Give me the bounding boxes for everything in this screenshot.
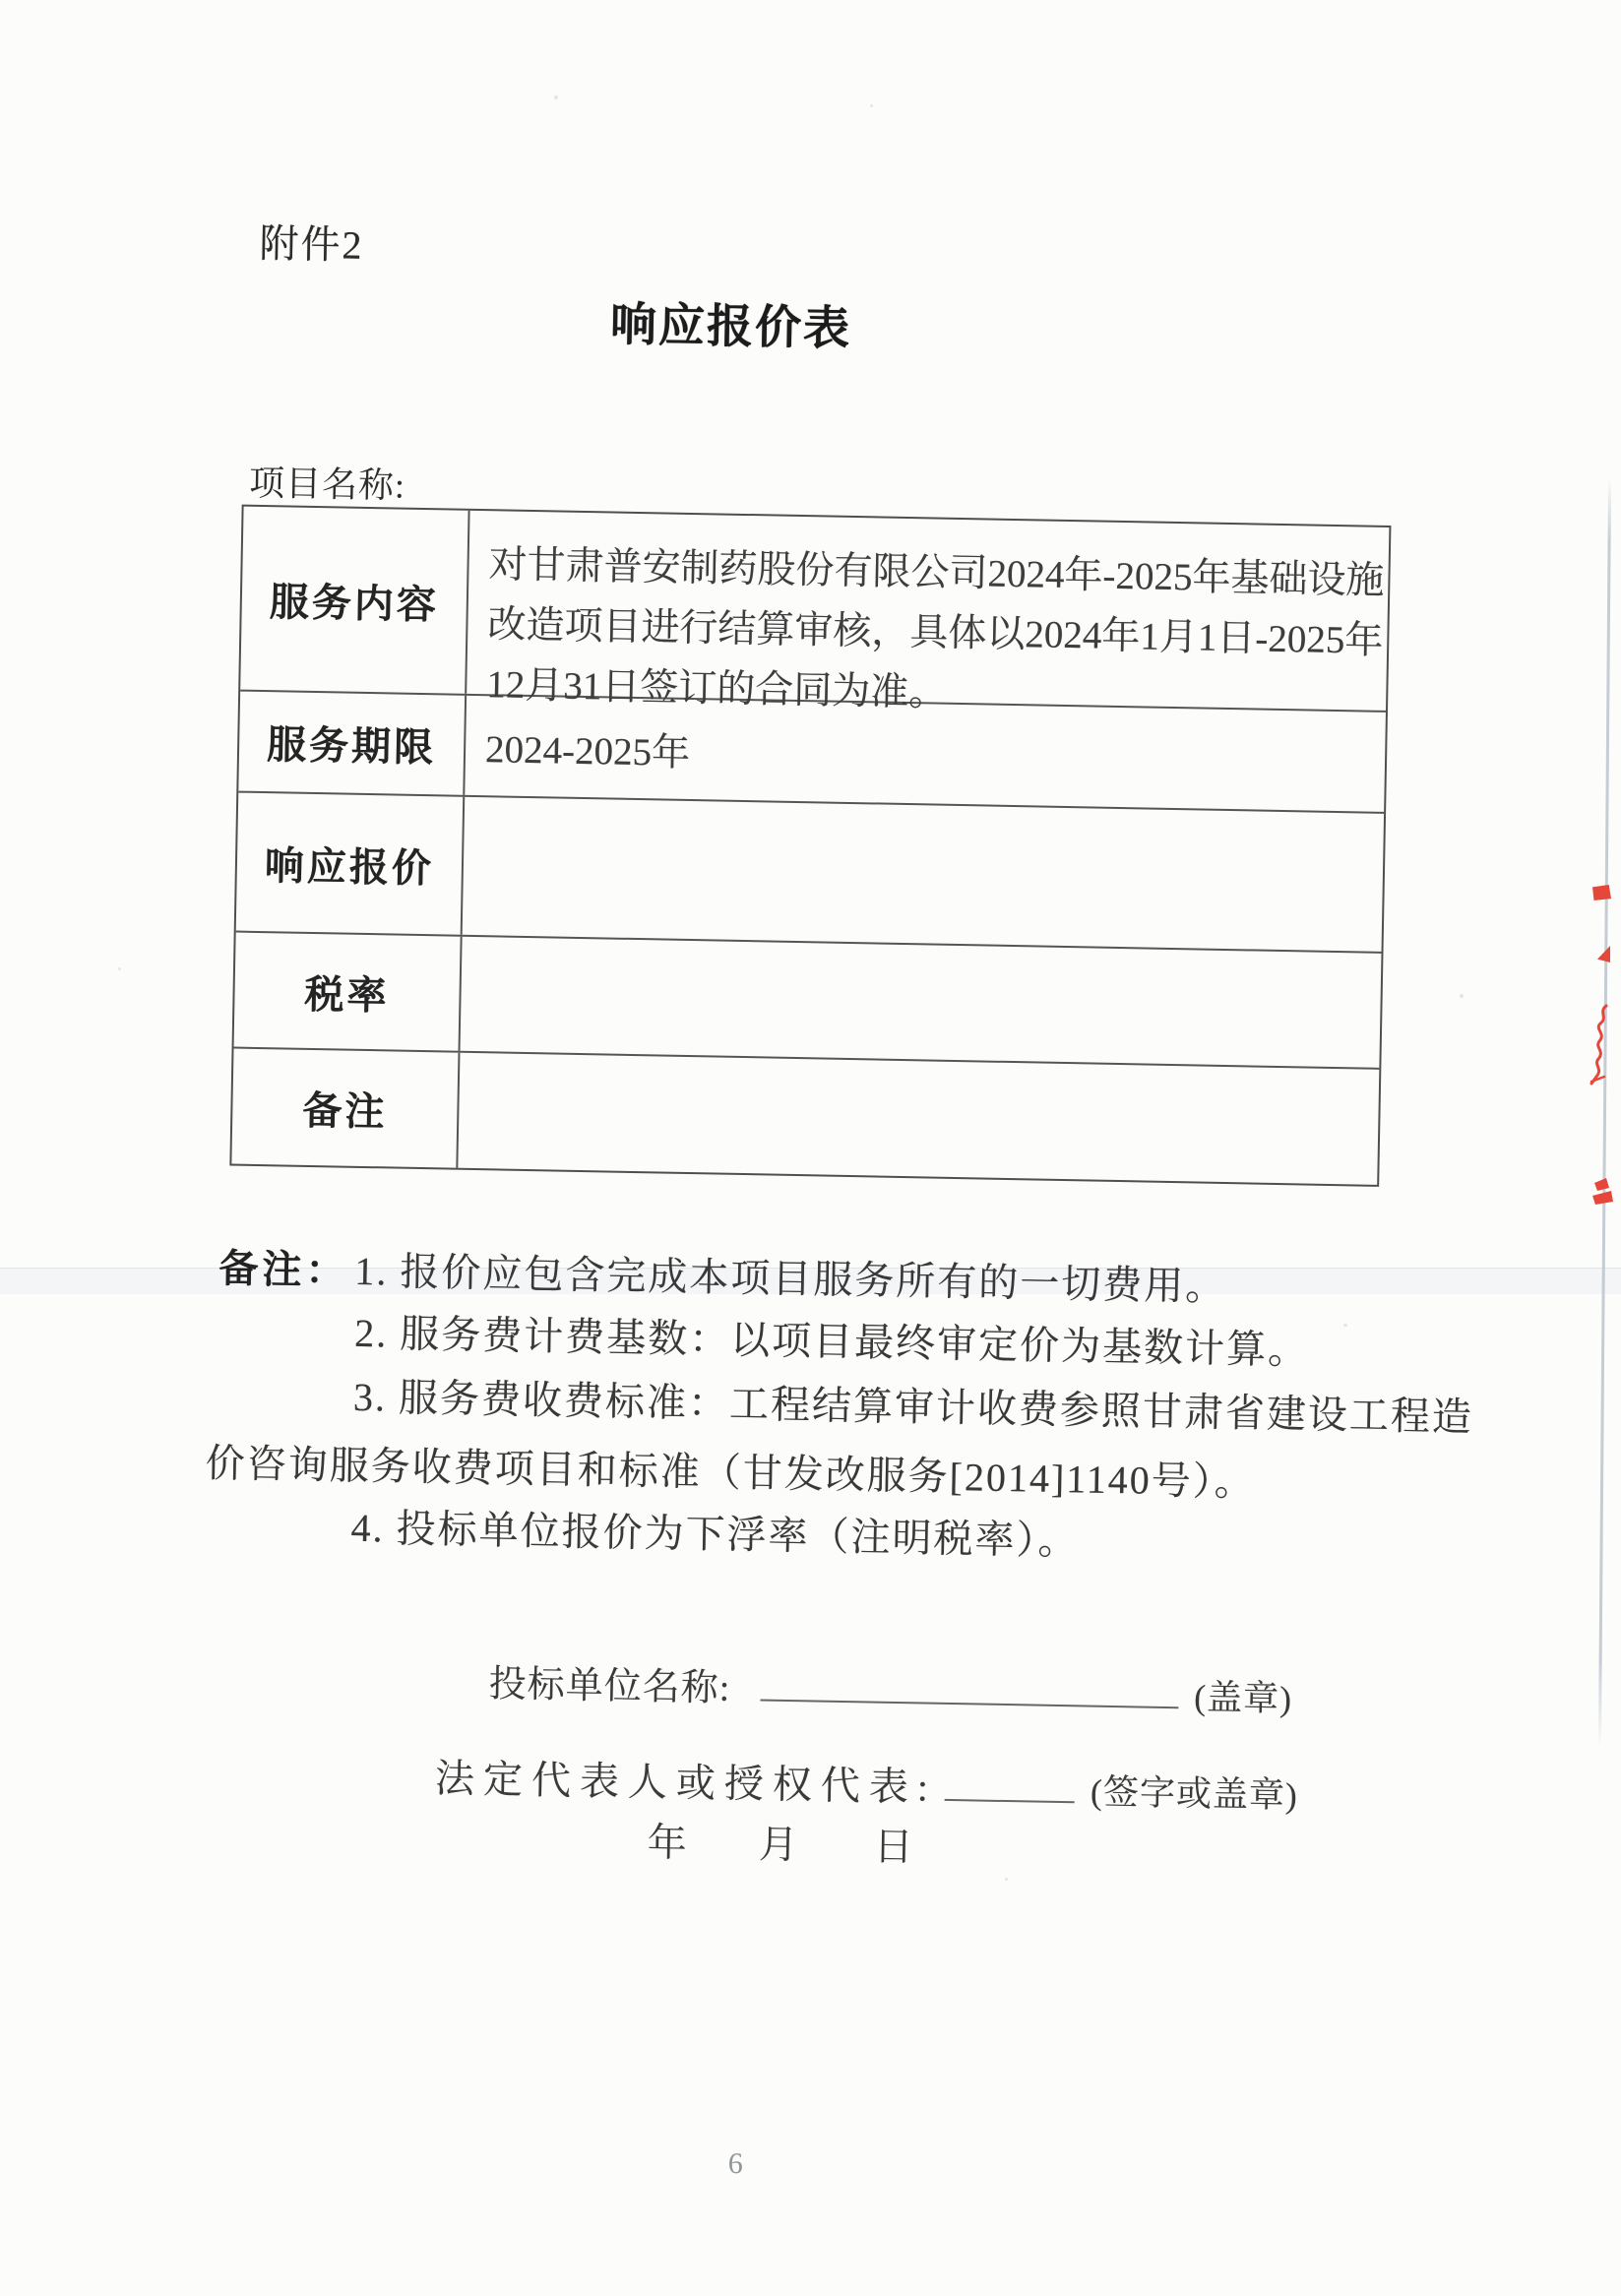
document-title: 响应报价表 — [609, 299, 852, 355]
value-line: 改造项目进行结算审核，具体以2024年1月1日-2025年 — [487, 603, 1384, 662]
row-label: 响应报价 — [236, 793, 466, 935]
notes-line-5: 4. 投标单位报价为下浮率（注明税率）。 — [350, 1505, 1080, 1564]
row-value-empty — [458, 1053, 1379, 1185]
signature-representative-line — [434, 1747, 1298, 1819]
row-value-empty — [461, 937, 1382, 1068]
table-row-service-content — [240, 507, 1389, 713]
notes-line-4: 价咨询服务收费项目和标准（甘发改服务[2014]1140号）。 — [205, 1441, 1257, 1505]
row-label: 税率 — [234, 933, 463, 1051]
notes-line-3: 3. 服务费收费标准：工程结算审计收费参照甘肃省建设工程造 — [352, 1374, 1474, 1440]
company-name-label: 投标单位名称: — [488, 1663, 731, 1709]
notes-line-1 — [218, 1237, 1227, 1312]
value-line: 2024-2025年 — [484, 727, 691, 775]
date-year-label: 年 — [647, 1820, 688, 1866]
quotation-table — [229, 505, 1391, 1187]
notes-text: 1. 报价应包含完成本项目服务所有的一切费用。 — [353, 1248, 1227, 1310]
value-line: 12月31日签订的合同为准。 — [485, 663, 948, 714]
representative-stamp-note: (签字或盖章) — [1090, 1771, 1299, 1816]
notes-prefix: 备注： — [218, 1246, 349, 1293]
row-label: 服务内容 — [240, 507, 469, 694]
project-name-label: 项目名称: — [248, 463, 406, 506]
date-month-label: 月 — [758, 1822, 799, 1868]
date-day-label: 日 — [873, 1824, 914, 1870]
attachment-label: 附件2 — [259, 220, 364, 268]
company-name-blank — [760, 1661, 1179, 1708]
row-label: 备注 — [231, 1049, 460, 1168]
notes-line-2: 2. 服务费计费基数：以项目最终审定价为基数计算。 — [353, 1310, 1310, 1373]
page-number: 6 — [727, 2146, 744, 2181]
row-value-empty — [463, 797, 1384, 952]
table-row-tax-rate — [234, 933, 1382, 1070]
row-label: 服务期限 — [238, 692, 467, 795]
date-line — [647, 1811, 913, 1872]
row-value — [465, 696, 1386, 812]
representative-label: 法定代表人或授权代表: — [434, 1756, 938, 1810]
signature-company-line — [488, 1652, 1292, 1721]
table-row-response-quote — [236, 793, 1384, 954]
value-line: 对甘肃普安制药股份有限公司2024年-2025年基础设施 — [488, 543, 1385, 602]
table-row-remarks — [231, 1049, 1379, 1185]
row-value — [467, 511, 1389, 714]
company-stamp-note: (盖章) — [1193, 1677, 1293, 1719]
representative-blank — [945, 1762, 1076, 1803]
